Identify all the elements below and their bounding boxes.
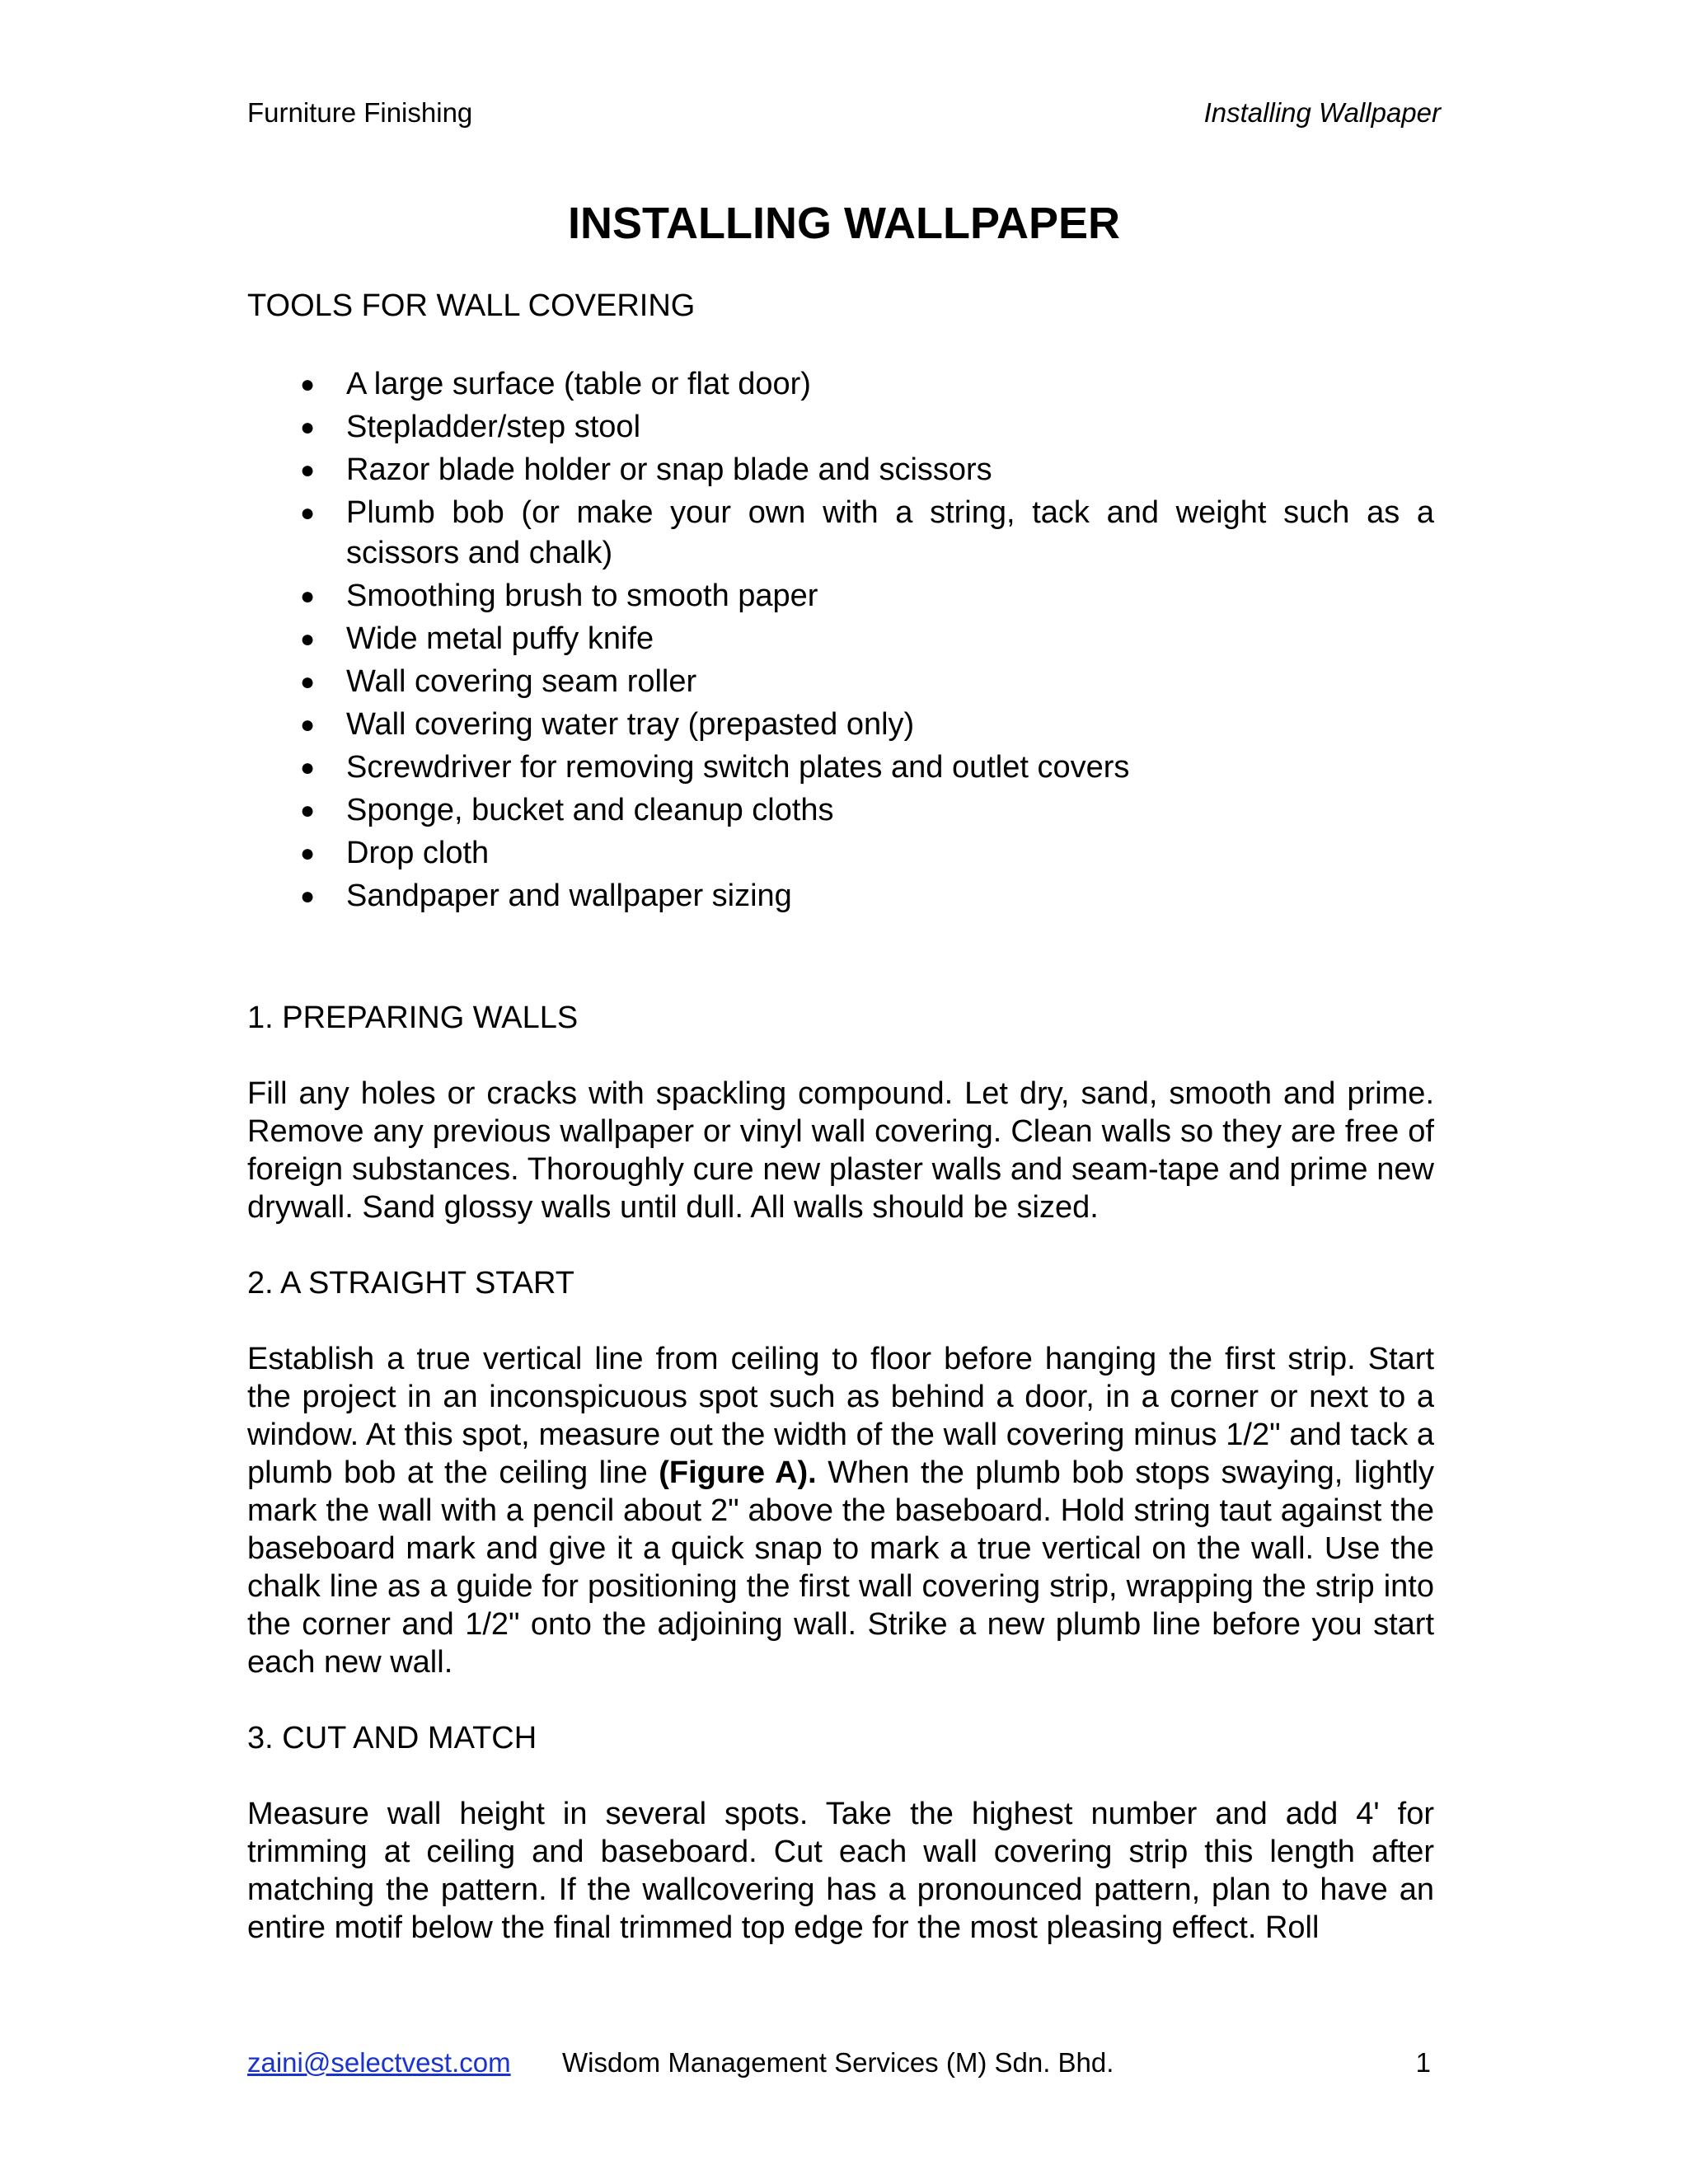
running-header-right: Installing Wallpaper [1203, 97, 1441, 128]
figure-reference: (Figure A). [659, 1455, 817, 1490]
bullet-icon: ● [300, 668, 316, 696]
section-heading-straight-start: 2. A STRAIGHT START [247, 1266, 574, 1301]
document-body [247, 287, 1434, 1947]
bullet-icon: ● [300, 883, 316, 910]
list-item: ● A large surface (table or flat door) [247, 364, 1434, 405]
page-title: INSTALLING WALLPAPER [568, 199, 1120, 248]
tools-list [247, 364, 1434, 916]
bullet-icon: ● [300, 583, 316, 610]
list-item: ● Drop cloth [247, 833, 1434, 874]
list-item: ● Razor blade holder or snap blade and scissors [247, 450, 1434, 490]
list-item: ● Wall covering seam roller [247, 662, 1434, 702]
bullet-icon: ● [300, 797, 316, 824]
section-text-cut-and-match: Measure wall height in several spots. Take the highest number and add 4' for trimming at ceiling and baseboard. Cut each wall covering strip this length after matching the pattern. If the wallcovering has a pronounced pattern, plan to have an entire motif below the final trimmed top edge for the most pleasing effect. Roll [247, 1797, 1434, 1945]
bullet-icon: ● [300, 711, 316, 738]
section-text-preparing-walls: Fill any holes or cracks with spackling compound. Let dry, sand, smooth and prime. Remove any previous wallpaper or vinyl wall covering. Clean walls so they are free of foreign substances. Thoroughly cure new plaster walls and seam-tape and prime new drywall. Sand glossy walls until dull. All walls should be sized. [247, 1076, 1434, 1225]
section-heading-cut-and-match: 3. CUT AND MATCH [247, 1721, 537, 1755]
list-item: ● Sandpaper and wallpaper sizing [247, 876, 1434, 916]
list-item: ● Wall covering water tray (prepasted only) [247, 705, 1434, 745]
list-item: ● Plumb bob (or make your own with a string, tack and weight such as a scissors and chalk) [247, 493, 1434, 574]
list-item: ● Wide metal puffy knife [247, 619, 1434, 659]
tools-heading: TOOLS FOR WALL COVERING [247, 288, 696, 323]
section-text-straight-start: Establish a true vertical line from ceiling to floor before hanging the first strip. Start the project in an inconspicuous spot such as behind a door, in a corner or next to a window. At this spot, measure out the width of the wall covering minus 1/2" and tack a plumb bob at the ceiling line (Figure A). When the plumb bob stops swaying, lightly mark the wall with a pencil about 2" above the baseboard. Hold string taut against the baseboard mark and give it a quick snap to mark a true vertical on the wall. Use the chalk line as a guide for positioning the first wall covering strip, wrapping the strip into the corner and 1/2" onto the adjoining wall. Strike a new plumb line before you start each new wall. [247, 1342, 1434, 1680]
list-item: ● Smoothing brush to smooth paper [247, 576, 1434, 616]
bullet-icon: ● [300, 457, 316, 484]
page-number: 1 [1415, 2047, 1431, 2078]
bullet-icon: ● [300, 626, 316, 653]
bullet-icon: ● [300, 499, 316, 527]
list-item: ● Sponge, bucket and cleanup cloths [247, 790, 1434, 831]
bullet-icon: ● [300, 414, 316, 441]
list-item: ● Stepladder/step stool [247, 407, 1434, 448]
list-item: ● Screwdriver for removing switch plates and outlet covers [247, 748, 1434, 788]
bullet-icon: ● [300, 371, 316, 398]
footer-email-link[interactable]: zaini@selectvest.com [247, 2047, 511, 2078]
section-heading-preparing-walls: 1. PREPARING WALLS [247, 1001, 579, 1035]
bullet-icon: ● [300, 840, 316, 867]
running-header-left: Furniture Finishing [247, 97, 473, 128]
bullet-icon: ● [300, 754, 316, 781]
footer-company: Wisdom Management Services (M) Sdn. Bhd. [562, 2047, 1114, 2078]
